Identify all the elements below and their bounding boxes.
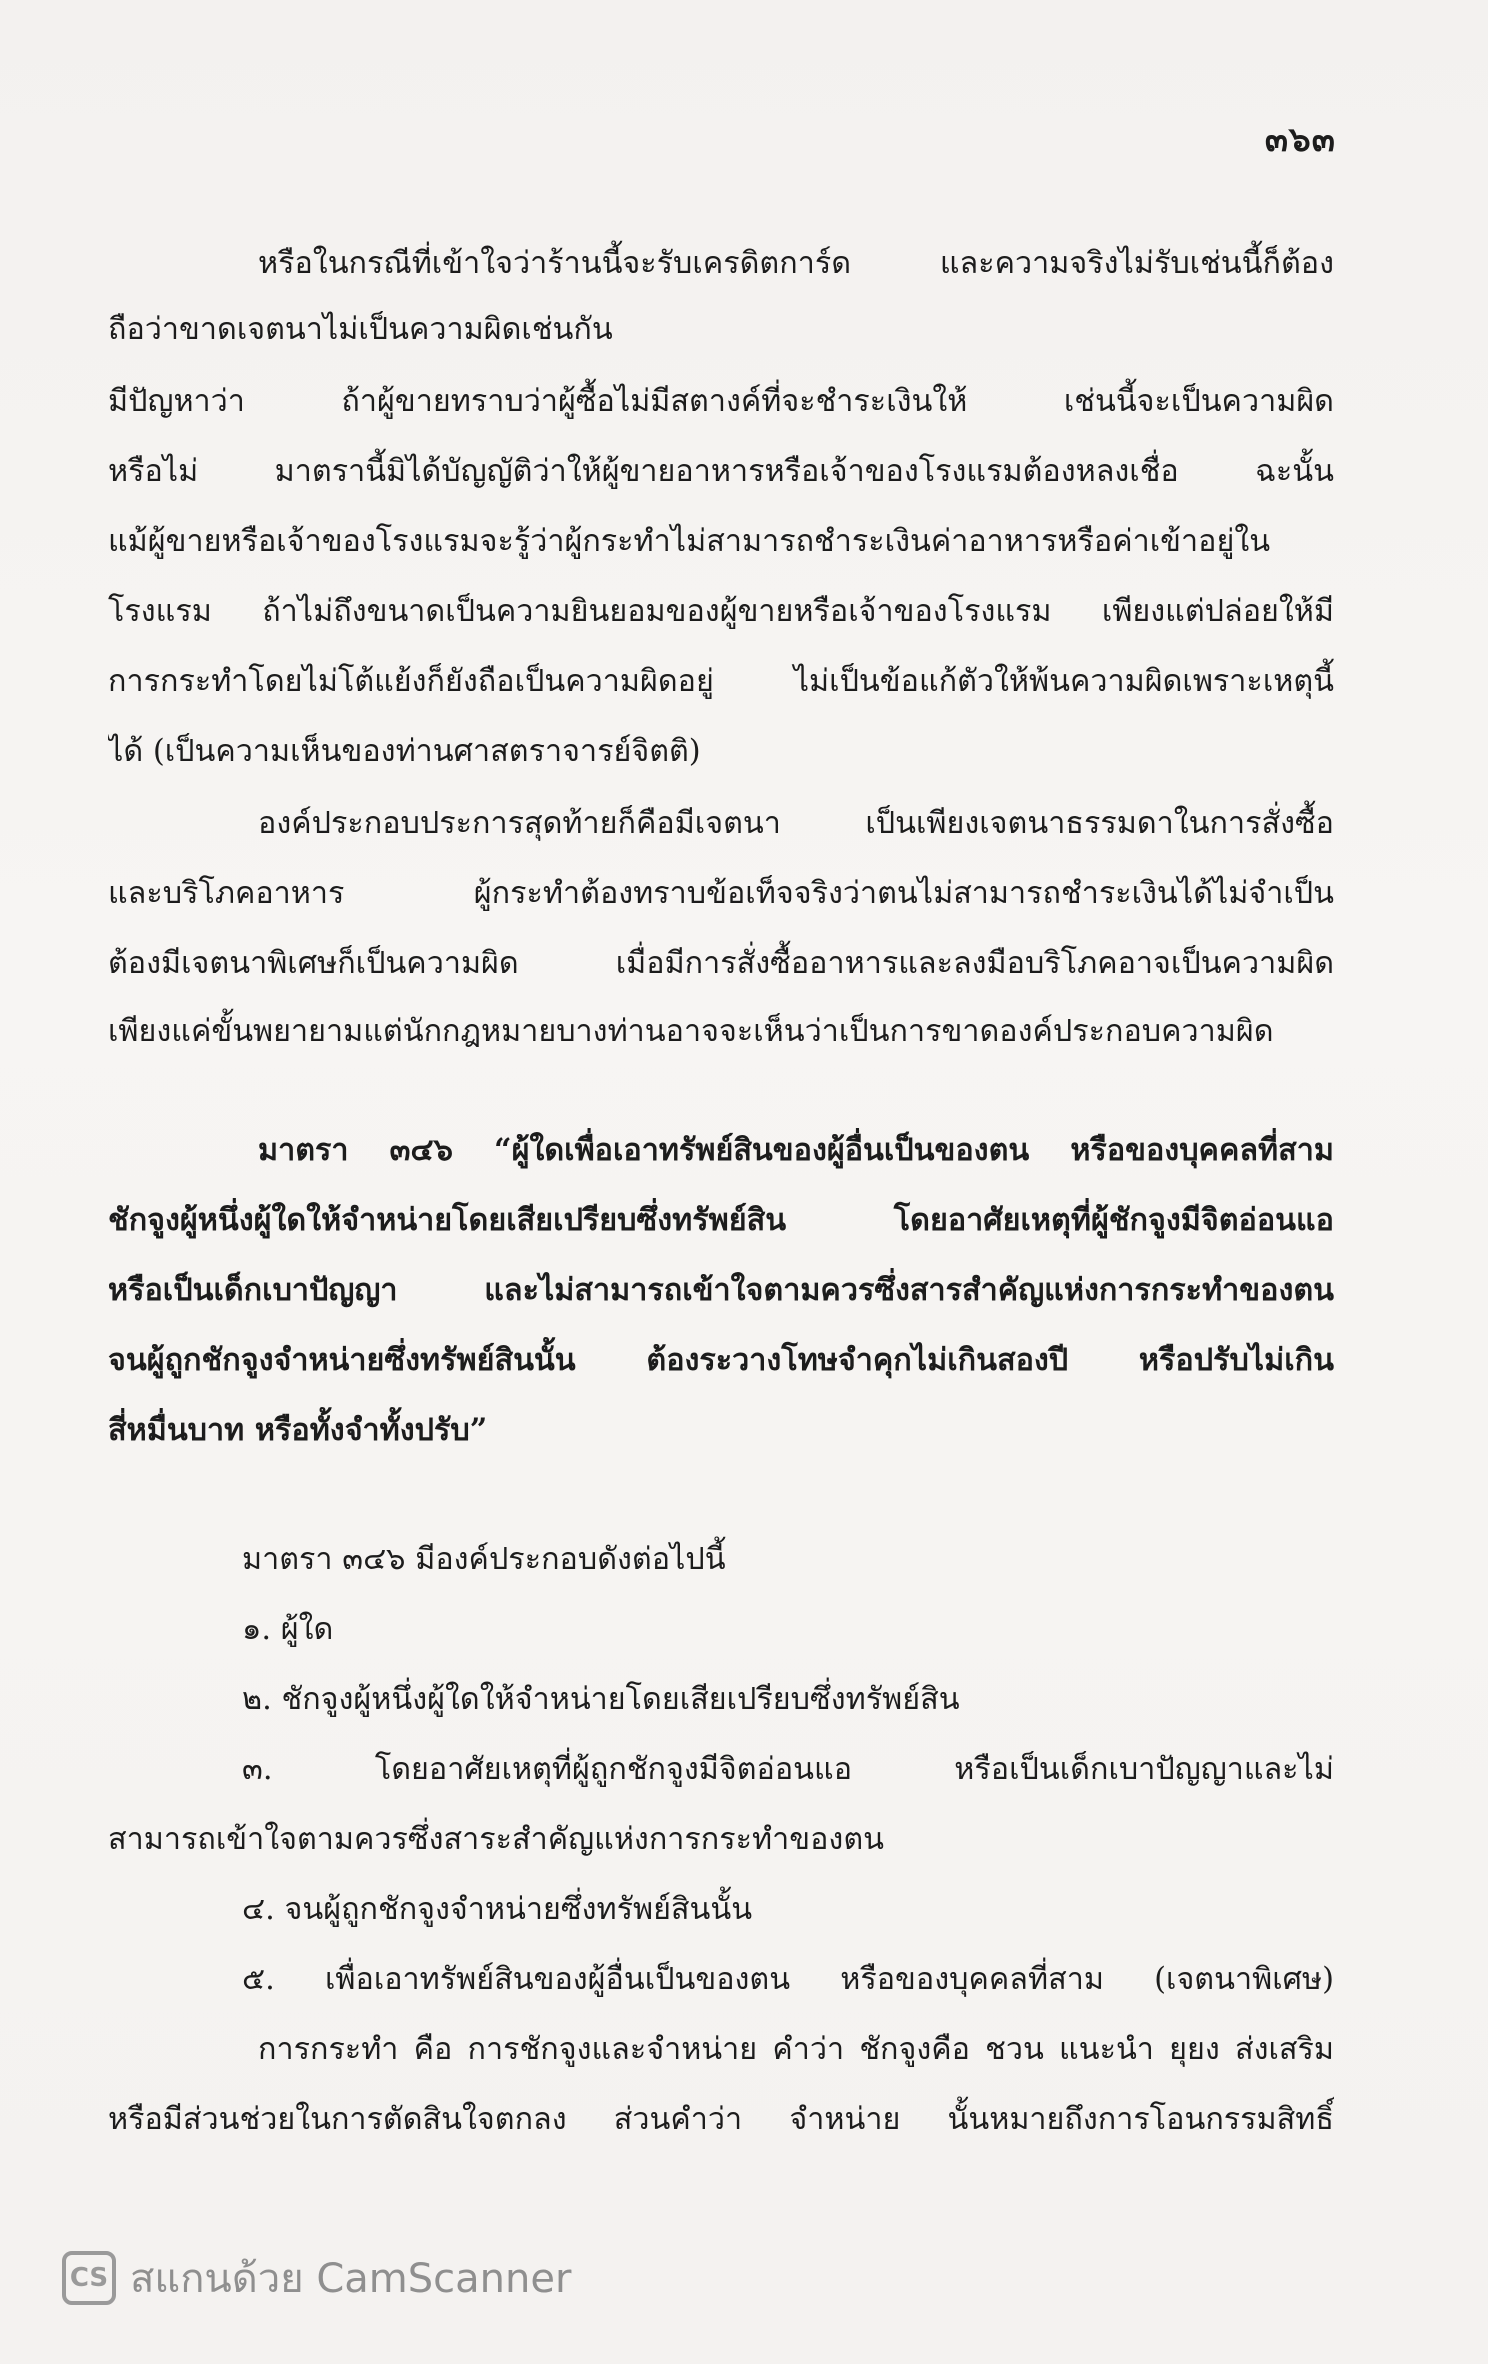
text-line-section: จนผู้ถูกชักจูงจำหน่ายซึ่งทรัพย์สินนั้น ต้องระวางโทษจำคุกไม่เกินสองปี หรือปรับไม่เกิน [108, 1342, 1334, 1378]
list-item: ๒. ชักจูงผู้หนึ่งผู้ใดให้จำหน่ายโดยเสียเปรียบซึ่งทรัพย์สิน [242, 1682, 960, 1717]
text-line-section: ชักจูงผู้หนึ่งผู้ใดให้จำหน่ายโดยเสียเปรียบซึ่งทรัพย์สิน โดยอาศัยเหตุที่ผู้ชักจูงมีจิตอ่อนแอ [108, 1202, 1334, 1238]
text-line: การกระทำ คือ การชักจูงและจำหน่าย คำว่า ชักจูงคือ ชวน แนะนำ ยุยง ส่งเสริม [258, 2032, 1334, 2067]
list-item: ๕. เพื่อเอาทรัพย์สินของผู้อื่นเป็นของตน หรือของบุคคลที่สาม (เจตนาพิเศษ) [242, 1962, 1334, 1997]
text-line-section: มาตรา ๓๔๖ “ผู้ใดเพื่อเอาทรัพย์สินของผู้อื่นเป็นของตน หรือของบุคคลที่สาม [258, 1132, 1334, 1168]
text-line-section: หรือเป็นเด็กเบาปัญญา และไม่สามารถเข้าใจตามควรซึ่งสารสำคัญแห่งการกระทำของตน [108, 1272, 1334, 1308]
list-item: ๔. จนผู้ถูกชักจูงจำหน่ายซึ่งทรัพย์สินนั้น [242, 1892, 753, 1927]
text-line: หรือในกรณีที่เข้าใจว่าร้านนี้จะรับเครดิตการ์ด และความจริงไม่รับเช่นนี้ก็ต้อง [258, 246, 1334, 281]
text-line: แม้ผู้ขายหรือเจ้าของโรงแรมจะรู้ว่าผู้กระทำไม่สามารถชำระเงินค่าอาหารหรือค่าเข้าอยู่ใน [108, 524, 1271, 559]
text-line: และบริโภคอาหาร ผู้กระทำต้องทราบข้อเท็จจริงว่าตนไม่สามารถชำระเงินได้ไม่จำเป็น [108, 876, 1334, 911]
camscanner-watermark [62, 2250, 571, 2306]
text-line: ถือว่าขาดเจตนาไม่เป็นความผิดเช่นกัน [108, 312, 613, 347]
text-line: มาตรา ๓๔๖ มีองค์ประกอบดังต่อไปนี้ [242, 1542, 726, 1577]
text-line: เพียงแค่ขั้นพยายามแต่นักกฎหมายบางท่านอาจจะเห็นว่าเป็นการขาดองค์ประกอบความผิด [108, 1014, 1274, 1049]
text-line: ได้ (เป็นความเห็นของท่านศาสตราจารย์จิตติ) [108, 734, 701, 769]
list-item: ๑. ผู้ใด [242, 1612, 334, 1647]
text-line: สามารถเข้าใจตามควรซึ่งสาระสำคัญแห่งการกระทำของตน [108, 1822, 884, 1857]
text-line: หรือมีส่วนช่วยในการตัดสินใจตกลง ส่วนคำว่า จำหน่าย นั้นหมายถึงการโอนกรรมสิทธิ์ [108, 2102, 1334, 2137]
text-line-section: สี่หมื่นบาท หรือทั้งจำทั้งปรับ” [108, 1412, 488, 1448]
camscanner-logo-icon: CS [62, 2251, 116, 2305]
watermark-text: สแกนด้วย CamScanner [130, 2256, 572, 2302]
text-line: การกระทำโดยไม่โต้แย้งก็ยังถือเป็นความผิดอยู่ ไม่เป็นข้อแก้ตัวให้พ้นความผิดเพราะเหตุนี้ [108, 664, 1334, 699]
text-line: หรือไม่ มาตรานี้มิได้บัญญัติว่าให้ผู้ขายอาหารหรือเจ้าของโรงแรมต้องหลงเชื่อ ฉะนั้น [108, 454, 1334, 489]
text-line: โรงแรม ถ้าไม่ถึงขนาดเป็นความยินยอมของผู้ขายหรือเจ้าของโรงแรม เพียงแต่ปล่อยให้มี [108, 594, 1334, 629]
page-number: ๓๖๓ [1264, 120, 1336, 160]
text-line: ต้องมีเจตนาพิเศษก็เป็นความผิด เมื่อมีการสั่งซื้ออาหารและลงมือบริโภคอาจเป็นความผิด [108, 946, 1334, 981]
list-item: ๓. โดยอาศัยเหตุที่ผู้ถูกชักจูงมีจิตอ่อนแอ หรือเป็นเด็กเบาปัญญาและไม่ [242, 1752, 1334, 1787]
text-line: มีปัญหาว่า ถ้าผู้ขายทราบว่าผู้ซื้อไม่มีสตางค์ที่จะชำระเงินให้ เช่นนี้จะเป็นความผิด [108, 384, 1334, 419]
text-line: องค์ประกอบประการสุดท้ายก็คือมีเจตนา เป็นเพียงเจตนาธรรมดาในการสั่งซื้อ [258, 806, 1334, 841]
